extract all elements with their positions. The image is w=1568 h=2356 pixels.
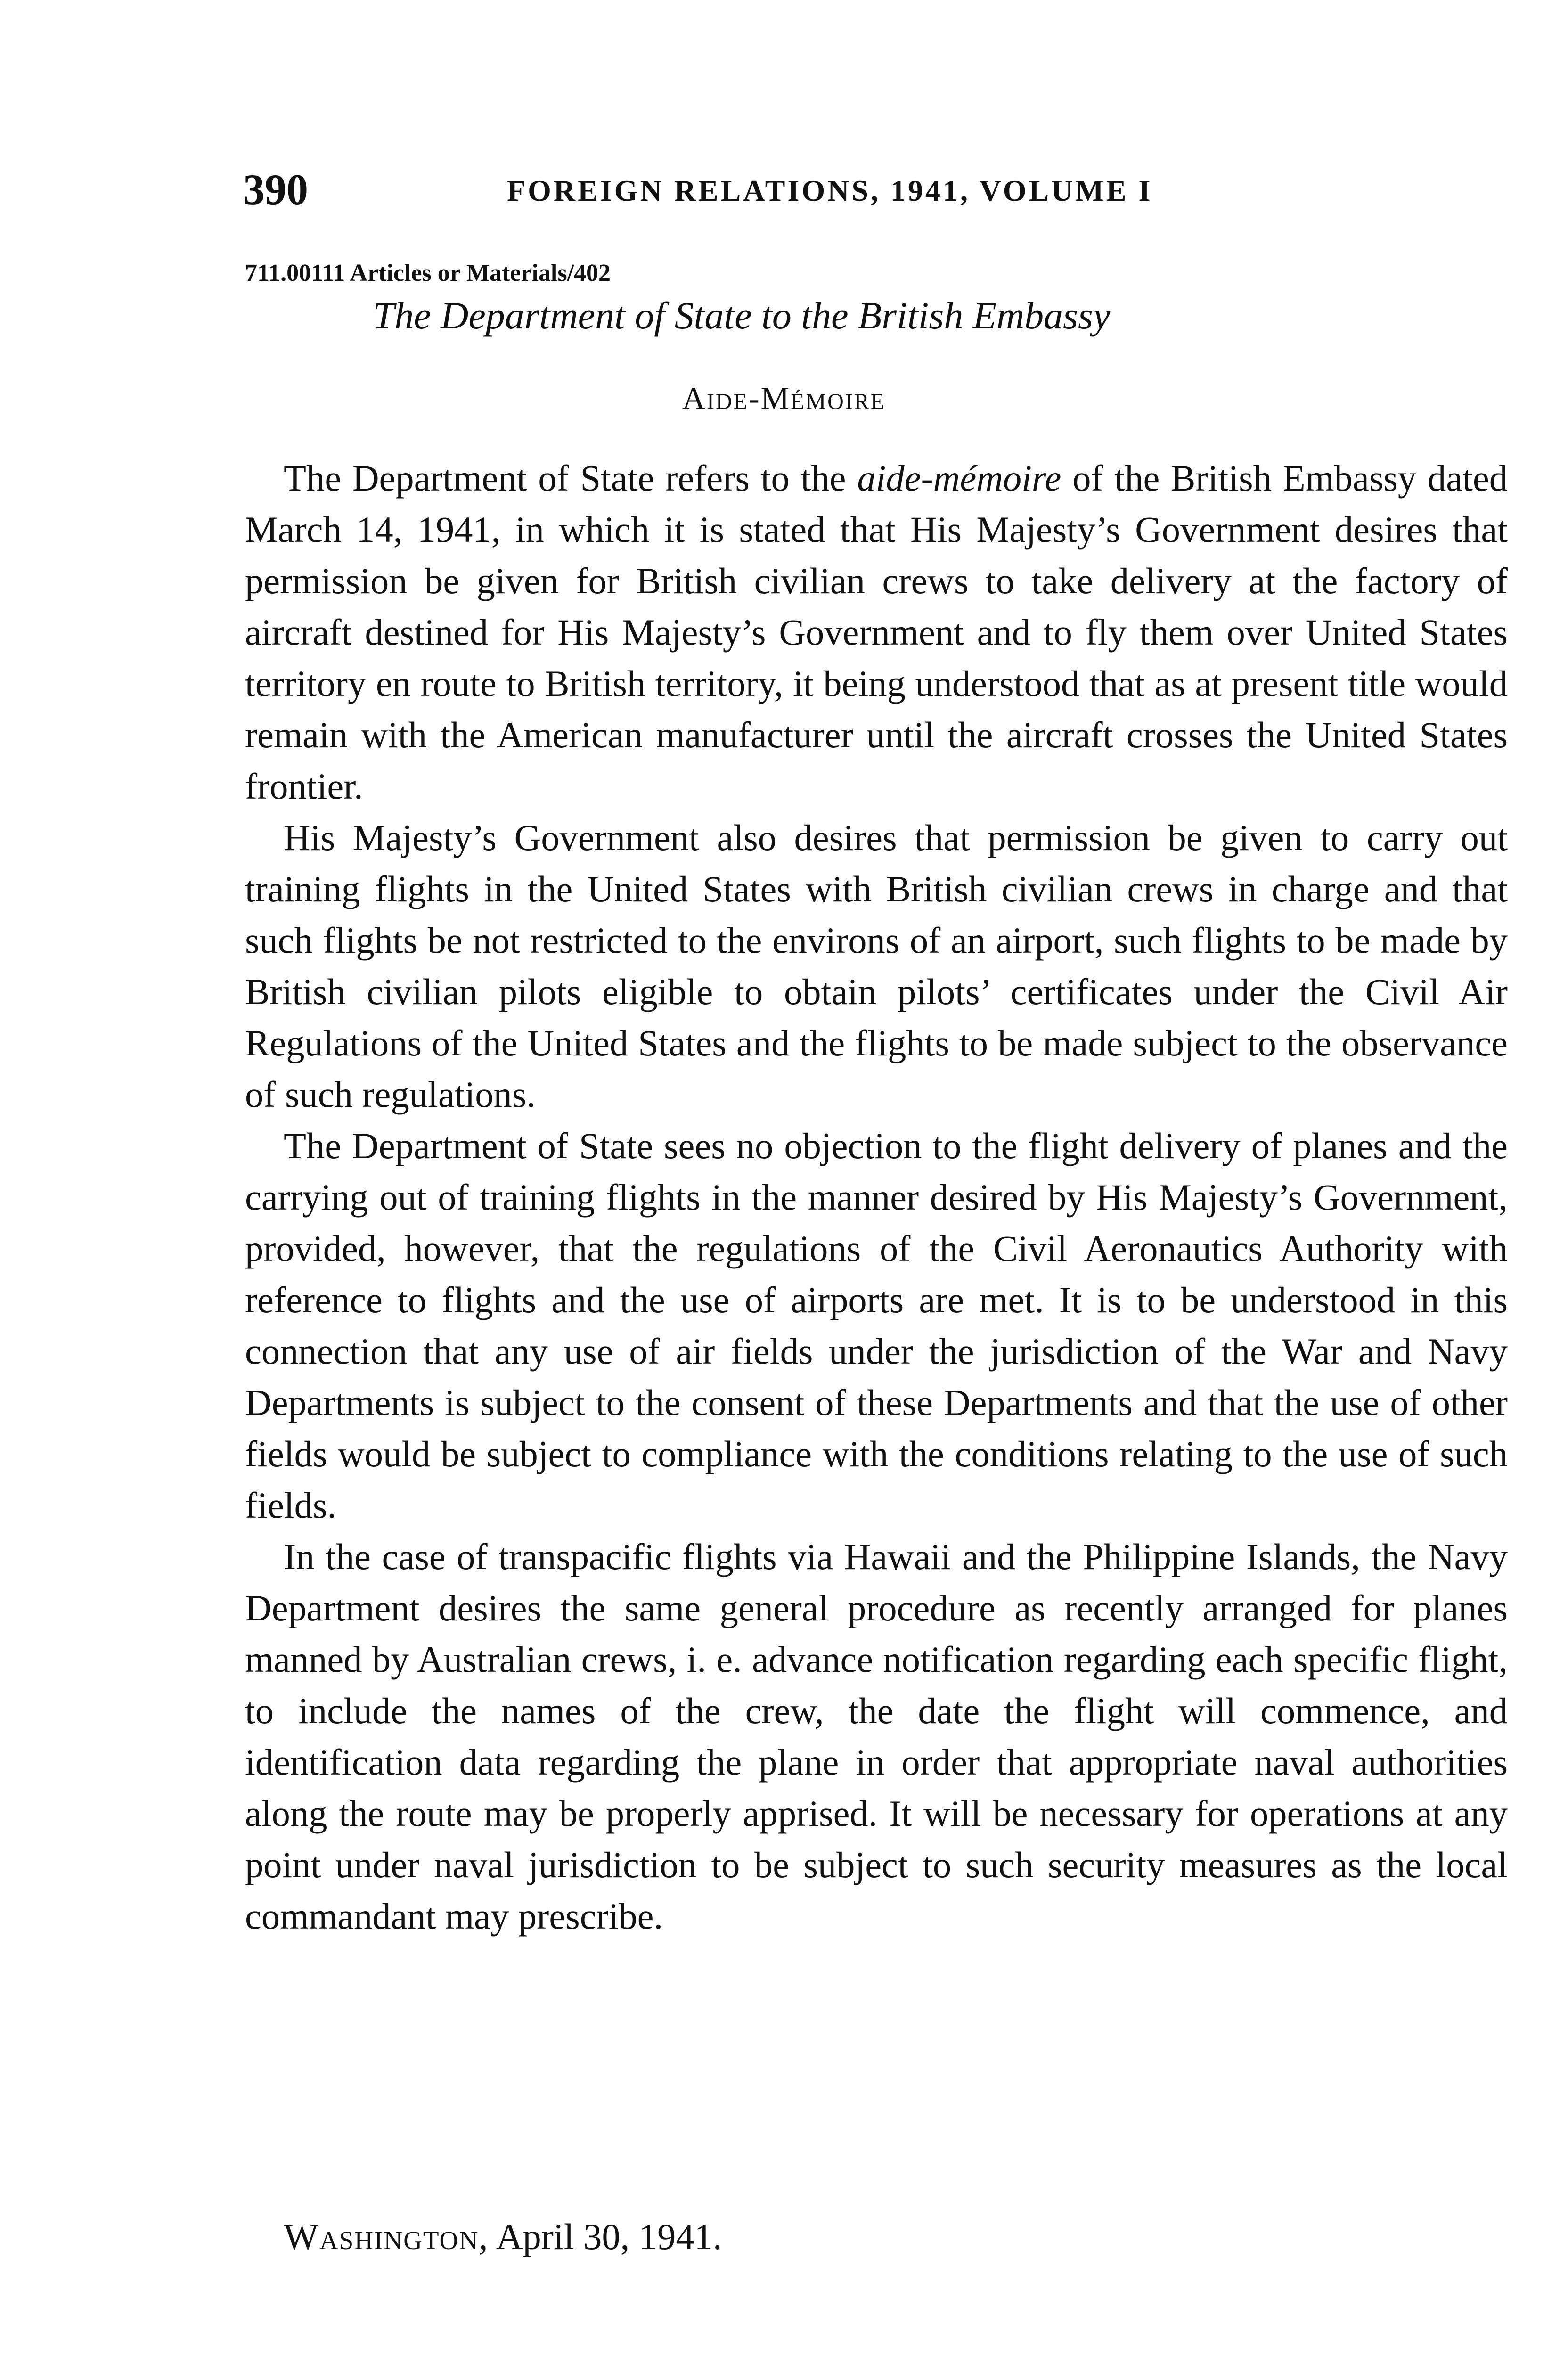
signoff (284, 2211, 722, 2262)
paragraph-3: The Department of State sees no objection to the flight delivery of planes and the carrying out of training flights in the manner desired by His Majesty’s Government, provided, however, that the regulations of the Civil Aeronautics Authority with reference to flights and the use of airports are met. It is to be understood in this connection that any use of air fields under the jurisdiction of the War and Navy Departments is subject to the consent of these Departments and that the use of other fields would be subject to compliance with the conditions relating to the use of such fields. (245, 1125, 1508, 1526)
paragraph-1-start: The Department of State refers to the (284, 458, 858, 499)
paragraph-2: His Majesty’s Government also desires that permission be given to carry out training flights in the United States with British civilian crews in charge and that such flights be not restricted to the environs of an airport, such flights to be made by British civilian pilots eligible to obtain pilots’ certificates under the Civil Air Regulations of the United States and the flights to be made subject to the observance of such regulations. (245, 817, 1508, 1115)
paragraph-4: In the case of transpacific flights via Hawaii and the Philippine Islands, the Navy Department desires the same general procedure as recently arranged for planes manned by Australian crews, i. e. advance notification regarding each specific flight, to include the names of the crew, the date the flight will commence, and identification data regarding the plane in order that appropriate naval authorities along the route may be properly apprised. It will be necessary for operations at any point under naval jurisdiction to be subject to such security measures as the local commandant may prescribe. (245, 1536, 1508, 1937)
running-head (243, 166, 1515, 222)
paragraph-1 (245, 452, 1508, 812)
page-number: 390 (243, 165, 308, 213)
file-number: 711.00111 Articles or Materials/402 (245, 260, 611, 286)
body-text (245, 452, 1508, 1942)
aide-memoire-emphasis: aide-mémoire (857, 458, 1062, 499)
document-subtitle: Aide-Mémoire (682, 380, 886, 416)
paragraph-1-end: of the British Embassy dated March 14, 1941, in which it is stated that His Majesty’s Government desires that permission be given for British civilian crews to take delivery at the factory of aircraft destined for His Majesty’s Government and to fly them over United States territory en route to British territory, it being understood that as at present title would remain with the American manufacturer until the aircraft crosses the United States frontier. (245, 458, 1508, 807)
signoff-date: April 30, 1941. (489, 2216, 722, 2257)
volume-title: FOREIGN RELATIONS, 1941, VOLUME I (507, 174, 1153, 207)
signoff-place: Washington, (284, 2216, 489, 2257)
document-title: The Department of State to the British Embassy (373, 294, 1111, 337)
